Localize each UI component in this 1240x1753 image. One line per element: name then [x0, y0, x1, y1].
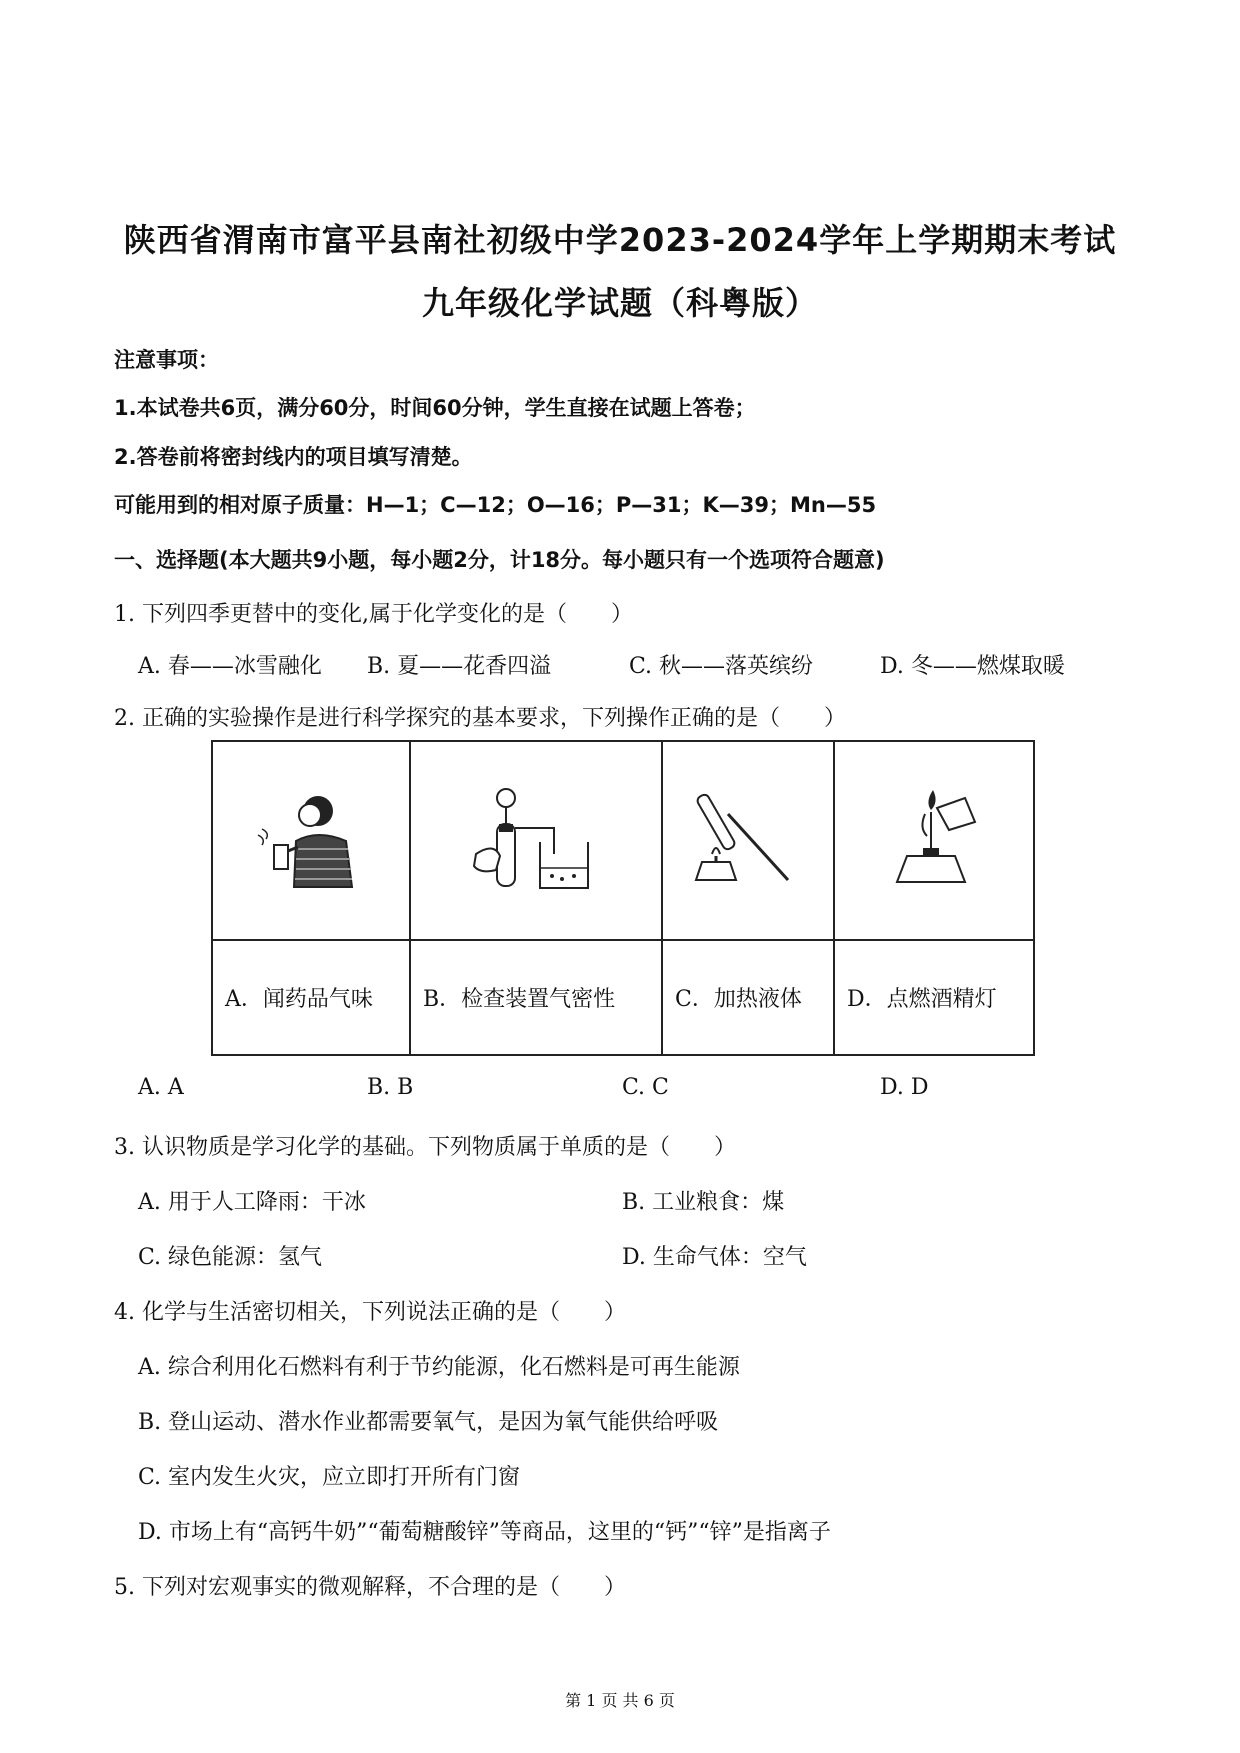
q4-option-a: A. 综合利用化石燃料有利于节约能源，化石燃料是可再生能源 [138, 1355, 740, 1380]
figure-d-caption: D．点燃酒精灯 [834, 940, 1034, 1055]
q2-option-d: D. D [880, 1075, 929, 1100]
question-3-stem: 3. 认识物质是学习化学的基础。下列物质属于单质的是（ ） [114, 1135, 736, 1160]
q4-option-d: D. 市场上有“高钙牛奶”“葡萄糖酸锌”等商品，这里的“钙”“锌”是指离子 [138, 1520, 831, 1545]
figure-d-cell [834, 741, 1034, 940]
q2-option-a: A. A [138, 1075, 184, 1100]
notes-heading: 注意事项： [114, 348, 219, 372]
q1-option-a: A. 春——冰雪融化 [138, 654, 322, 679]
question-5-stem: 5. 下列对宏观事实的微观解释，不合理的是（ ） [114, 1575, 626, 1600]
page-number: 第 1 页 共 6 页 [565, 1691, 675, 1710]
q4-option-b: B. 登山运动、潜水作业都需要氧气，是因为氧气能供给呼吸 [138, 1410, 719, 1435]
lighting-lamp-icon [879, 784, 989, 894]
q3-option-a: A. 用于人工降雨：干冰 [138, 1190, 366, 1215]
figure-c-caption: C．加热液体 [662, 940, 834, 1055]
figure-b-cell [410, 741, 662, 940]
q1-option-c: C. 秋——落英缤纷 [629, 654, 814, 679]
section-heading: 一、选择题(本大题共9小题，每小题2分，计18分。每小题只有一个选项符合题意) [114, 548, 885, 572]
heating-liquid-icon [688, 784, 808, 894]
question-2-stem: 2. 正确的实验操作是进行科学探究的基本要求，下列操作正确的是（ ） [114, 706, 846, 731]
airtightness-apparatus-icon [466, 784, 606, 894]
figure-a-caption: A．闻药品气味 [212, 940, 410, 1055]
q3-option-d: D. 生命气体：空气 [622, 1245, 807, 1270]
question-4-stem: 4. 化学与生活密切相关，下列说法正确的是（ ） [114, 1300, 626, 1325]
atomic-masses: 可能用到的相对原子质量：H—1；C—12；O—16；P—31；K—39；Mn—55 [114, 493, 877, 517]
q1-option-d: D. 冬——燃煤取暖 [880, 654, 1065, 679]
q3-option-c: C. 绿色能源：氢气 [138, 1245, 323, 1270]
figure-c-cell [662, 741, 834, 940]
exam-subtitle: 九年级化学试题（科粤版） [421, 284, 818, 322]
question-1-stem: 1. 下列四季更替中的变化,属于化学变化的是（ ） [114, 602, 633, 627]
q1-option-b: B. 夏——花香四溢 [367, 654, 552, 679]
q2-option-b: B. B [367, 1075, 414, 1100]
exam-title: 陕西省渭南市富平县南社初级中学2023-2024学年上学期期末考试 [123, 221, 1117, 259]
q4-option-c: C. 室内发生火灾，应立即打开所有门窗 [138, 1465, 521, 1490]
q2-option-c: C. C [622, 1075, 669, 1100]
figure-b-caption: B．检查装置气密性 [410, 940, 662, 1055]
q3-option-b: B. 工业粮食：煤 [622, 1190, 785, 1215]
person-smelling-icon [256, 789, 366, 889]
figure-a-cell [212, 741, 410, 940]
lab-operations-table [211, 740, 1035, 1056]
note-item-1: 1.本试卷共6页，满分60分，时间60分钟，学生直接在试题上答卷； [114, 396, 756, 420]
note-item-2: 2.答卷前将密封线内的项目填写清楚。 [114, 445, 473, 469]
